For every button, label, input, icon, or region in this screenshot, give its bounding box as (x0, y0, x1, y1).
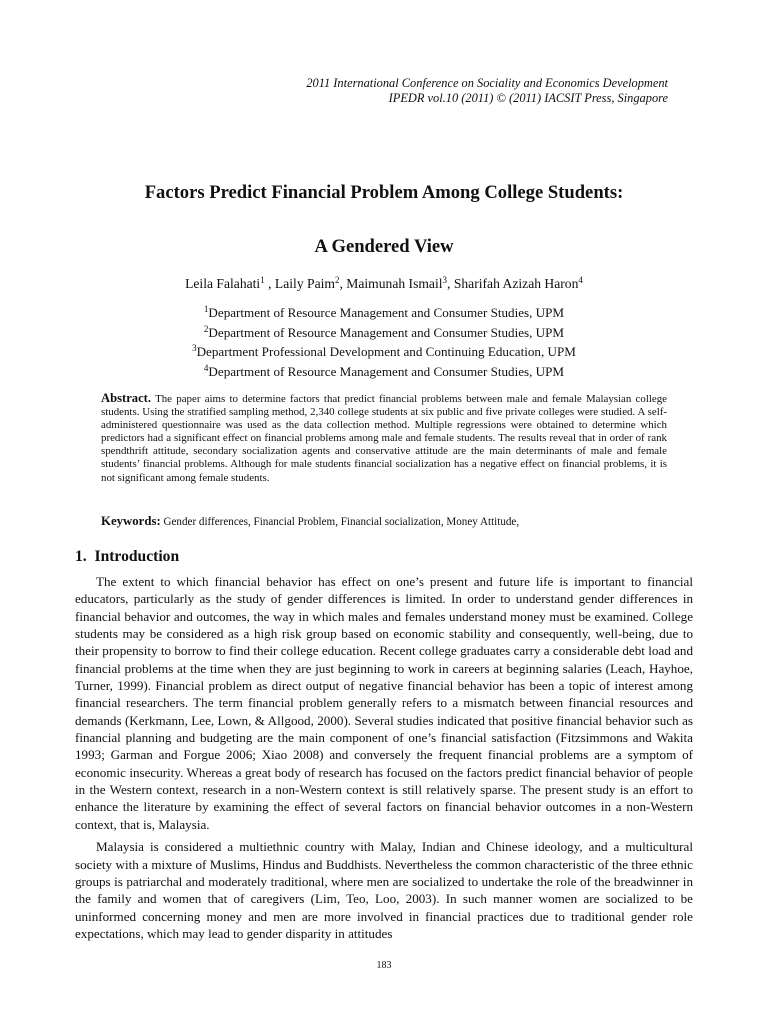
author-name: Leila Falahati (185, 276, 261, 291)
affiliation-item: $^1$Department of Resource Management and Consumer Studies, UPM (203, 304, 565, 320)
abstract (101, 392, 667, 485)
conference-header (306, 76, 668, 106)
author-affiliation-marker: 3 (442, 275, 448, 285)
paragraph: Malaysia is considered a multiethnic country with Malay, Indian and Chinese ideology, and a multicultural society with a mixture of Muslims, Hindus and Buddhists. Nevertheless the common characteristic of the three ethnic groups is patriarchal and moderately traditional, where men are socialized to undertake the role of the breadwinner in the family and women that of caregivers (Lim, Teo, Loo, 2003). In such manner women are socialized to be uninformed concerning money and men are more involved in financial practices due to traditional gender role expectations, which may lead to gender disparity in attitudes (75, 839, 693, 941)
author-name: Maimunah Ismail (346, 276, 443, 291)
author-affiliation-marker: 4 (578, 275, 583, 285)
section-number: 1. (75, 548, 87, 565)
author-affiliation-marker: 1 (260, 275, 265, 285)
affiliation-item: $^2$Department of Resource Management and Consumer Studies, UPM (203, 323, 565, 340)
author-separator: , (339, 276, 347, 291)
header-line-1: 2011 International Conference on Sociality and Economics Development (306, 76, 668, 90)
section-title: Introduction (94, 548, 180, 565)
affiliation-item: $^4$Department of Resource Management and Consumer Studies, UPM (203, 363, 565, 380)
affiliation-item: $^3$Department Professional Development and Continuing Education, UPM (192, 343, 576, 360)
author-affiliation-marker: 2 (334, 275, 340, 285)
keywords-label: Keywords: (101, 514, 161, 528)
author-separator: , (264, 276, 275, 291)
introduction-body (75, 573, 693, 942)
abstract-text: The paper aims to determine factors that predict financial problems between male and female Malaysian college students. Using the stratified sampling method, 2,340 college students at six public and five private colleges were studied. A self-administered questionnaire was used as the data collection method. Multiple regressions were obtained to determine which predictors had a significant effect on financial problems among male and female students. The results reveal that in order of rank spendthrift attitude, secondary socialization agents and conservative attitude are the main determinants of male and female students’ financial problems. Although for male students financial socialization has a negative effect on financial problems, it is not significant among female students. (101, 393, 667, 484)
header-line-2: IPEDR vol.10 (2011) © (2011) IACSIT Press, Singapore (388, 91, 668, 105)
keywords-text: Gender differences, Financial Problem, Financial socialization, Money Attitude, (163, 516, 520, 528)
paragraph: The extent to which financial behavior has effect on one’s present and future life is important to financial educators, particularly as the study of gender differences is limited. In order to understand gender differences in financial behavior and outcomes, the way in which males and females understand money must be examined. College students may be considered as a high risk group based on economic stability and consequently, well-being, due to their propensity to borrow to find their college education. Recent college graduates carry a considerable debt load and financial problems at the time when they are just beginning to work in careers at beginning salaries (Leach, Hayhoe, Turner, 1999). Financial problem as direct output of negative financial behavior has been a topic of interest among financial researchers. The term financial problem generally refers to a mismatch between financial resources and demands (Kerkmann, Lee, Lown, & Allgood, 2000). Several studies indicated that positive financial behavior such as financial planning and budgeting are the main component of one’s financial satisfaction (Fitzsimmons and Wakita 1993; Garman and Forgue 2006; Xiao 2008) and conversely the frequent financial problems are a symptom of economic insecurity. Whereas a great body of research has focused on the factors predict financial behavior of people in the Western context, research in a non-Western context is still relatively sparse. The present study is an effort to enhance the literature by examining the effect of several factors on financial behavior outcomes in a non-Western context, that is, Malaysia. (75, 574, 693, 832)
paper-title-line-2: A Gendered View (314, 236, 454, 257)
author-name: Laily Paim (274, 276, 335, 291)
keywords (101, 514, 667, 529)
page-number: 183 (376, 960, 392, 971)
abstract-label: Abstract. (101, 391, 152, 405)
author-name: Sharifah Azizah Haron (453, 276, 579, 291)
author-separator: , (447, 276, 454, 291)
author-list (0, 276, 768, 292)
paper-title-line-1: Factors Predict Financial Problem Among College Students: (144, 182, 624, 203)
affiliation-list (0, 303, 768, 382)
section-heading (75, 548, 179, 566)
